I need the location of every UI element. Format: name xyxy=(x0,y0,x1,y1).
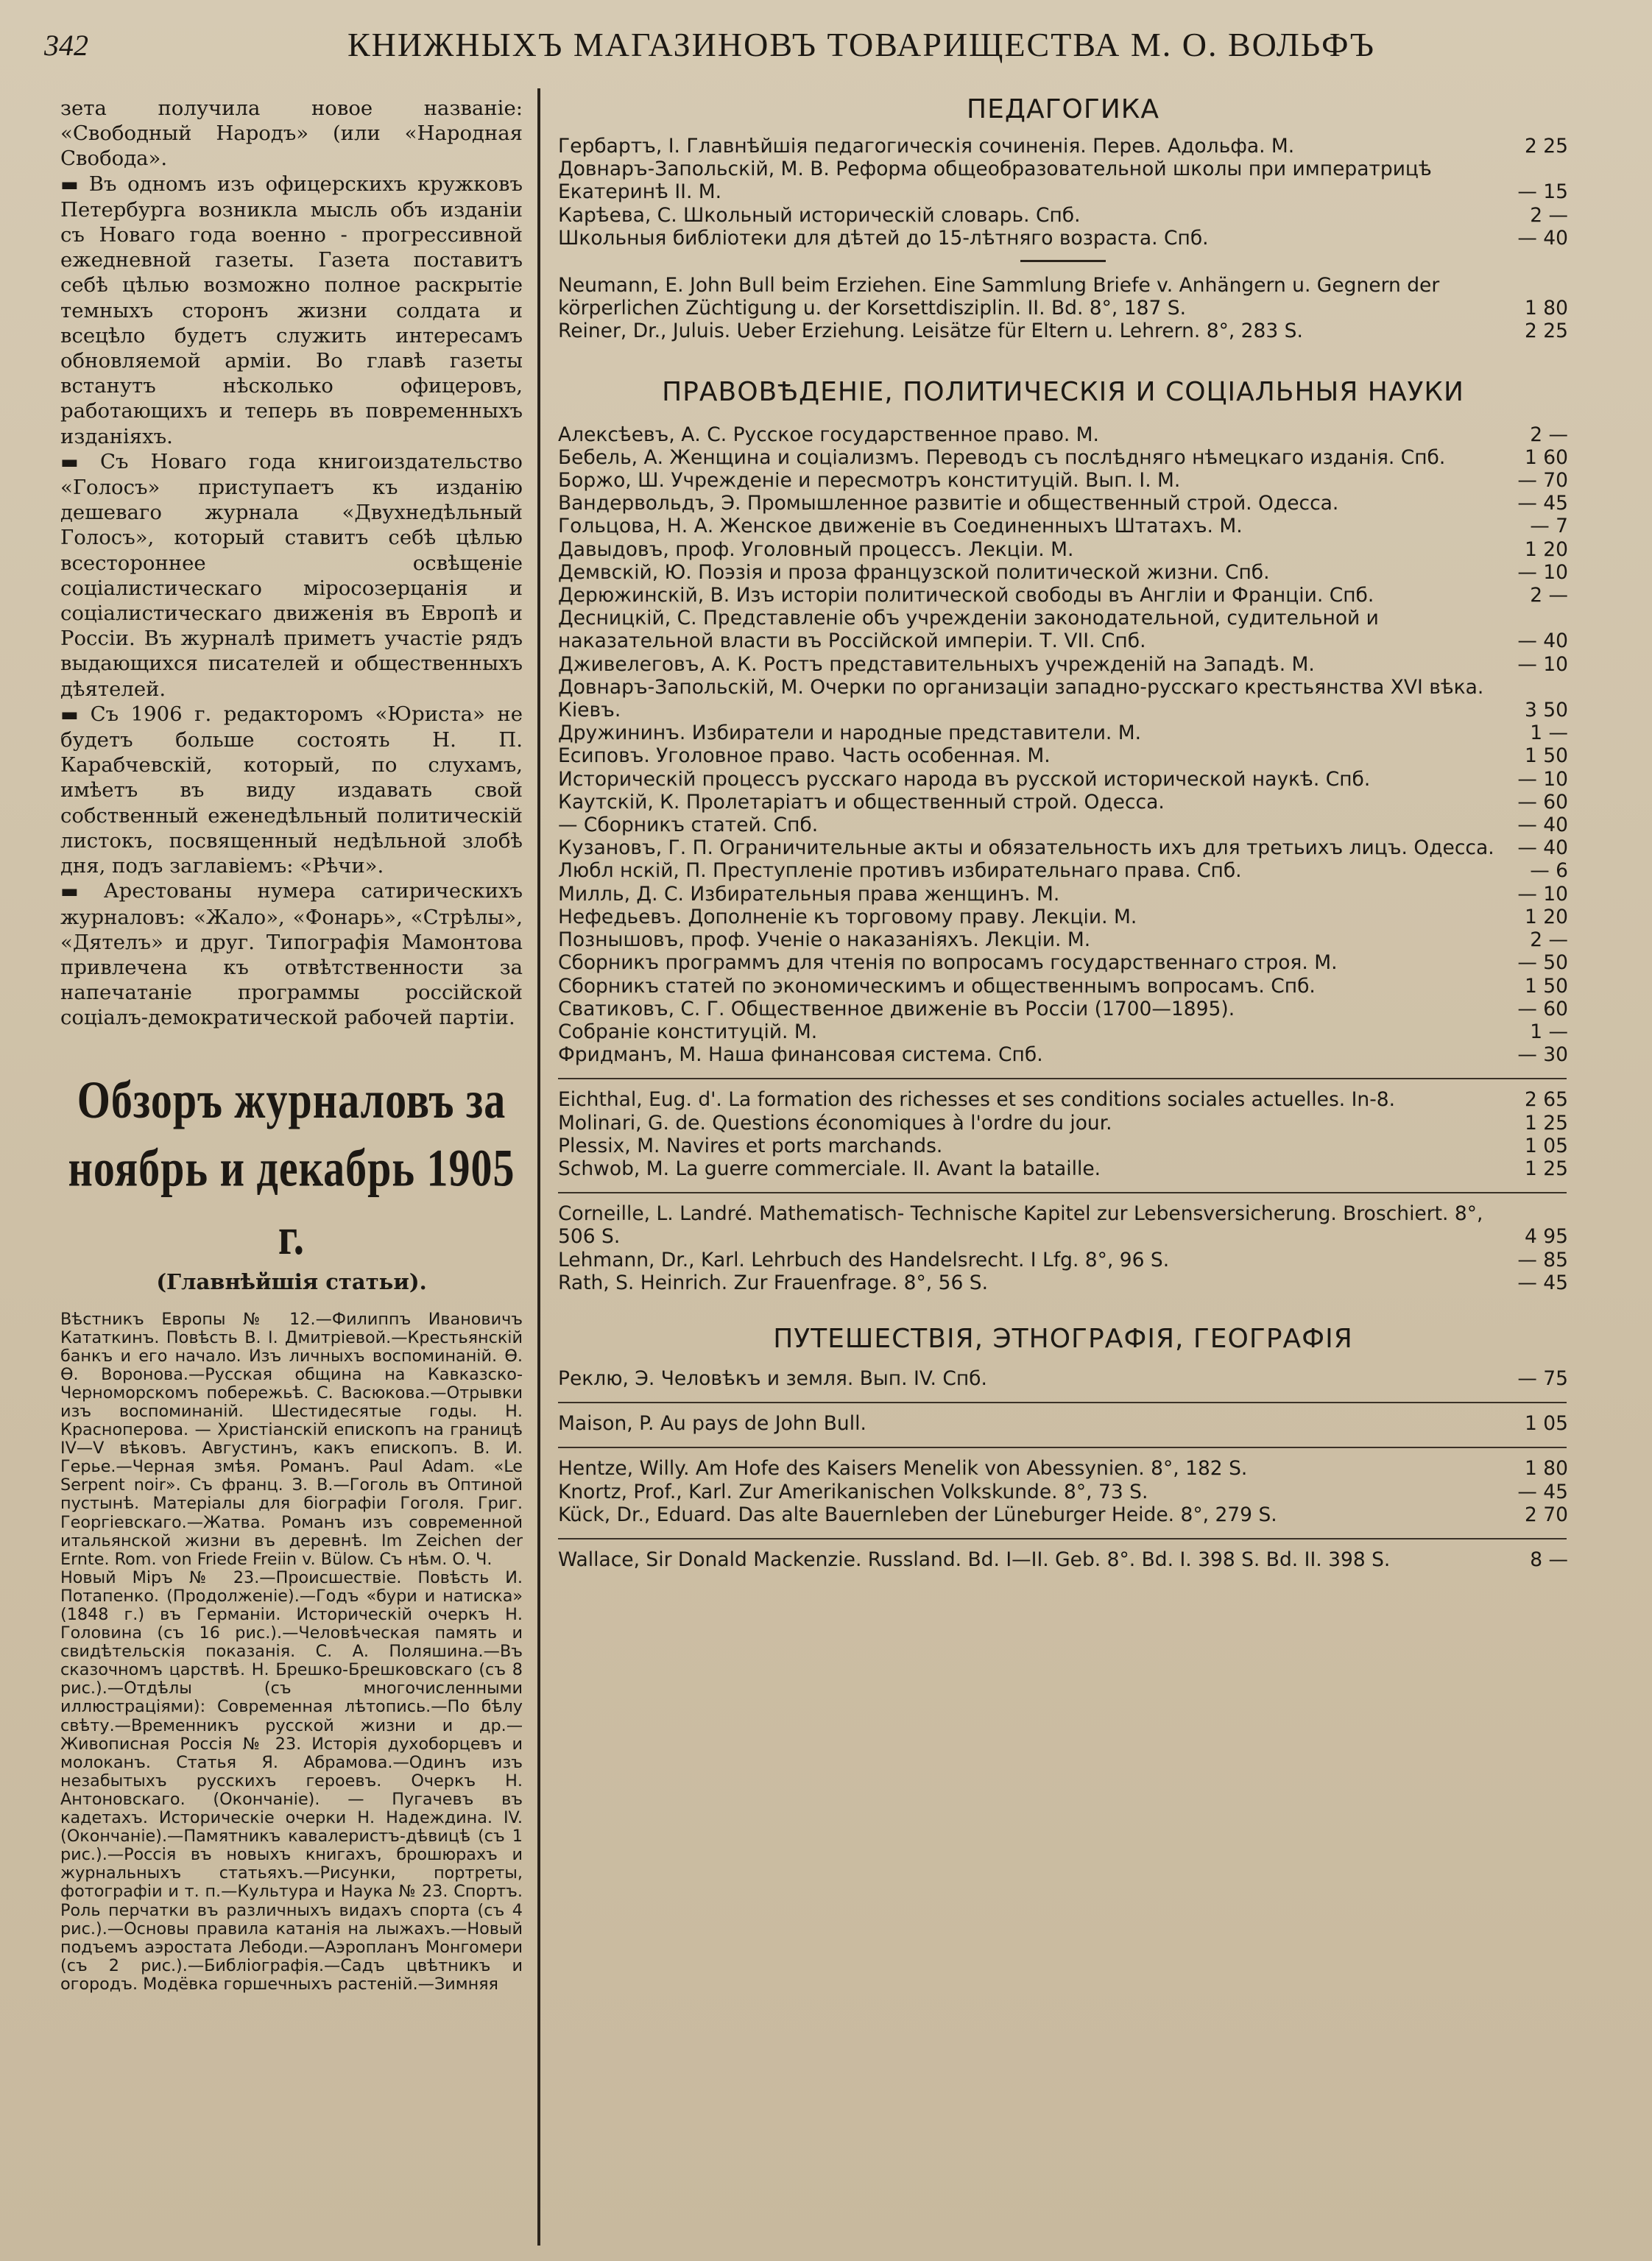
catalog-entry xyxy=(558,1457,1568,1480)
news-paragraph: ▬ Съ 1906 г. редакторомъ «Юриста» не будетъ больше состоять Н. П. Карабчевскій, который, по слухамъ, имѣетъ въ виду издавать свой собственный еженедѣльный политическій листокъ, посвященный недѣльной злобѣ дня, подъ заглавіемъ: «Рѣчи». xyxy=(60,702,523,878)
catalog-entry xyxy=(558,859,1568,882)
entry-text: Собраніе конституцій. М. xyxy=(558,1020,818,1043)
entry-text: — Сборникъ статей. Спб. xyxy=(558,814,819,837)
entry-text: Hentze, Willy. Am Hofe des Kaisers Menelik von Abessynien. 8°, 182 S. xyxy=(558,1457,1248,1481)
entry-text: Карѣева, С. Школьный историческій словарь. Спб. xyxy=(558,203,1081,227)
entry-text: Lehmann, Dr., Karl. Lehrbuch des Handelsrecht. I Lfg. 8°, 96 S. xyxy=(558,1248,1170,1271)
entry-text: Довнаръ-Запольскій, М. Очерки по организаціи западно-русскаго крестьянства XVI вѣка. Кіевъ. xyxy=(558,675,1484,722)
catalog-entry xyxy=(558,584,1568,607)
journal-review: Вѣстникъ Европы № 12.—Филиппъ Ивановичъ Кататкинъ. Повѣсть В. І. Дмитріевой.—Крестьянскій банкъ и его начало. Изъ личныхъ воспоминаній. Ө. Ө. Воронова.—Русская община на Кавказско-Черноморскомъ побережьѣ. С. Васюкова.—Отрывки изъ воспоминаній. Шестидесятые годы. Н. Красноперова. — Христіанскій епископъ на границѣ IV—V вѣковъ. Августинъ, какъ епископъ. В. И. Герье.—Черная змѣя. Романъ. Paul Adam. «Le Serpent noir». Съ франц. З. В.—Гоголь въ Оптиной пустынѣ. Матеріалы для біографіи Гоголя. Григ. Георгіевскаго.—Жатва. Романъ изъ современной итальянской жизни въ деревнѣ. Im Zeichen der Ernte. Rom. von Friede Freiin v. Bülow. Съ нѣм. О. Ч. xyxy=(60,1309,523,1569)
catalog-entry xyxy=(558,1202,1568,1248)
catalog-entry xyxy=(558,1043,1568,1066)
entry-text: Алексѣевъ, А. С. Русское государственное право. М. xyxy=(558,423,1099,446)
entry-text: Сборникъ программъ для чтенія по вопросамъ государственнаго строя. М. xyxy=(558,951,1338,975)
catalog-entry xyxy=(558,1157,1568,1180)
entry-price: 1 80 xyxy=(1524,297,1568,320)
entry-text: Нефедьевъ. Дополненіе къ торговому праву. Лекціи. М. xyxy=(558,905,1137,928)
entry-text: Есиповъ. Уголовное право. Часть особенная. М. xyxy=(558,744,1051,768)
entry-text: Кузановъ, Г. П. Ограничительные акты и обязательность ихъ для третьихъ лицъ. Одесса. xyxy=(558,836,1494,860)
entry-price: — 45 xyxy=(1517,492,1568,515)
catalog-entry xyxy=(558,1135,1568,1157)
group-separator xyxy=(1020,260,1106,262)
entry-price: — 10 xyxy=(1517,767,1568,791)
catalog-entry xyxy=(558,791,1568,814)
entry-text: Гербартъ, І. Главнѣйшія педагогическія сочиненія. Перев. Адольфа. М. xyxy=(558,135,1295,158)
entry-text: Kück, Dr., Eduard. Das alte Bauernleben der Lüneburger Heide. 8°, 279 S. xyxy=(558,1503,1277,1526)
catalog-entry xyxy=(558,204,1568,227)
catalog-entry xyxy=(558,1412,1568,1435)
catalog-entry xyxy=(558,1249,1568,1271)
entry-price: 2 — xyxy=(1530,928,1568,952)
catalog-entry xyxy=(558,928,1568,951)
column-rule xyxy=(537,88,540,2246)
entry-text: Фридманъ, М. Наша финансовая система. Спб. xyxy=(558,1043,1043,1067)
entry-price: — 15 xyxy=(1517,180,1568,204)
entry-price: 1 25 xyxy=(1524,1157,1568,1180)
entry-price: — 10 xyxy=(1517,882,1568,906)
page-header xyxy=(44,22,1620,66)
entry-price: — 50 xyxy=(1517,951,1568,975)
catalog-entry xyxy=(558,814,1568,836)
entry-text: Neumann, E. John Bull beim Erziehen. Eine Sammlung Briefe v. Anhängern u. Gegnern der körperlichen Züchtigung u. der Korsettdisziplin. II. Bd. 8°, 187 S. xyxy=(558,274,1440,320)
entry-text: Сборникъ статей по экономическимъ и общественнымъ вопросамъ. Спб. xyxy=(558,974,1316,998)
entry-text: Plessix, M. Navires et ports marchands. xyxy=(558,1134,943,1157)
entry-price: — 40 xyxy=(1517,226,1568,250)
entry-price: — 45 xyxy=(1517,1271,1568,1294)
entry-text: Довнаръ-Запольскій, М. В. Реформа общеобразовательной школы при императрицѣ Екатеринѣ II. М. xyxy=(558,158,1432,204)
entry-price: — 85 xyxy=(1517,1248,1568,1271)
catalog-entry xyxy=(558,320,1568,342)
entry-text: Познышовъ, проф. Ученіе о наказаніяхъ. Лекціи. М. xyxy=(558,928,1091,952)
entry-text: Maison, P. Au pays de John Bull. xyxy=(558,1412,866,1436)
entry-price: — 60 xyxy=(1517,997,1568,1020)
bullet-icon: ▬ xyxy=(60,451,100,473)
entry-price: 1 60 xyxy=(1524,445,1568,469)
entry-text: Историческій процессъ русскаго народа въ русской исторической наукѣ. Спб. xyxy=(558,767,1371,791)
catalog-entry xyxy=(558,676,1568,722)
entry-price: — 10 xyxy=(1517,652,1568,676)
entry-price: — 40 xyxy=(1517,814,1568,837)
entry-price: 2 — xyxy=(1530,203,1568,227)
bullet-icon: ▬ xyxy=(60,703,91,726)
entry-text: Molinari, G. de. Questions économiques à l'ordre du jour. xyxy=(558,1111,1112,1135)
news-paragraph: ▬ Арестованы нумера сатирическихъ журналовъ: «Жало», «Фонарь», «Стрѣлы», «Дятелъ» и друг. Типографія Мамонтова привлечена къ отвѣтственности за напечатаніе программы россійской соціалъ-демократической рабочей партіи. xyxy=(60,879,523,1030)
catalog-entry xyxy=(558,906,1568,928)
entry-price: 1 50 xyxy=(1524,744,1568,768)
entry-text: Сватиковъ, С. Г. Общественное движеніе въ Россіи (1700—1895). xyxy=(558,997,1235,1020)
running-head: КНИЖНЫХЪ МАГАЗИНОВЪ ТОВАРИЩЕСТВА М. О. ВОЛЬФЪ xyxy=(347,26,1376,63)
catalog-entry xyxy=(558,274,1568,320)
entry-text: Боржо, Ш. Учрежденіе и пересмотръ конституцій. Вып. I. М. xyxy=(558,469,1181,493)
catalog-entry xyxy=(558,998,1568,1020)
entry-price: 1 25 xyxy=(1524,1111,1568,1135)
review-title: Обзоръ журналовъ за ноябрь и декабрь 1905 г. xyxy=(68,1069,515,1266)
catalog-entry xyxy=(558,1112,1568,1135)
catalog-entry xyxy=(558,883,1568,906)
news-paragraph: ▬ Въ одномъ изъ офицерскихъ кружковъ Петербурга возникла мысль объ изданіи съ Новаго года военно - прогрессивной ежедневной газеты. Газета поставитъ себѣ цѣлью возможно полное раскрытіе темныхъ сторонъ жизни солдата и всецѣло будетъ служить интересамъ обновляемой арміи. Во главѣ газеты встанутъ нѣсколько офицеровъ, работающихъ и теперь въ повременныхъ изданіяхъ. xyxy=(60,172,523,448)
catalog-entry xyxy=(558,1548,1568,1571)
entry-text: Каутскій, К. Пролетаріатъ и общественный строй. Одесса. xyxy=(558,790,1165,814)
group-separator xyxy=(558,1538,1567,1539)
entry-price: 1 — xyxy=(1530,1020,1568,1043)
entry-price: — 40 xyxy=(1517,836,1568,860)
entry-text: Школьныя библіотеки для дѣтей до 15-лѣтняго возраста. Спб. xyxy=(558,226,1209,250)
entry-price: 1 20 xyxy=(1524,905,1568,928)
entry-price: 1 — xyxy=(1530,722,1568,745)
catalog-entry xyxy=(558,1271,1568,1294)
entry-text: Eichthal, Eug. d'. La formation des richesses et ses conditions sociales actuelles. In-8. xyxy=(558,1088,1396,1112)
catalog-entry xyxy=(558,1020,1568,1043)
entry-price: — 6 xyxy=(1530,859,1568,883)
catalog-entry xyxy=(558,492,1568,515)
left-column xyxy=(60,96,523,1994)
entry-text: Демвскій, Ю. Поэзія и проза французской политической жизни. Спб. xyxy=(558,560,1270,584)
entry-price: 1 05 xyxy=(1524,1412,1568,1436)
entry-price: 4 95 xyxy=(1524,1225,1568,1249)
entry-text: Rath, S. Heinrich. Zur Frauenfrage. 8°, 56 S. xyxy=(558,1271,989,1294)
entry-price: — 70 xyxy=(1517,469,1568,493)
entry-price: 1 20 xyxy=(1524,537,1568,561)
right-column xyxy=(558,94,1568,1571)
news-paragraph: ▬ Съ Новаго года книгоиздательство «Голосъ» приступаетъ къ изданію дешеваго журнала «Двухнедѣльный Голосъ», который ставитъ себѣ цѣлью всестороннее освѣщеніе соціалистическаго міросозерцанія и соціалистическаго движенія въ Европѣ и Россіи. Въ журналѣ приметъ участіе рядъ выдающихся писателей и общественныхъ дѣятелей. xyxy=(60,449,523,701)
group-separator xyxy=(558,1192,1567,1193)
entry-price: 2 — xyxy=(1530,423,1568,446)
catalog-entry xyxy=(558,1503,1568,1526)
entry-price: — 30 xyxy=(1517,1043,1568,1067)
catalog-entry xyxy=(558,515,1568,537)
group-separator xyxy=(558,1447,1567,1448)
news-paragraph: зета получила новое названіе: «Свободный Народъ» (или «Народная Свобода». xyxy=(60,96,523,171)
entry-price: 2 25 xyxy=(1524,320,1568,343)
entry-text: Десницкій, С. Представленіе объ учрежденіи законодательной, судительной и наказательной власти въ Россійской имперіи. Т. VII. Спб. xyxy=(558,607,1379,653)
catalog-entry xyxy=(558,135,1568,158)
catalog-entry xyxy=(558,722,1568,744)
catalog-entry xyxy=(558,538,1568,561)
entry-text: Давыдовъ, проф. Уголовный процессъ. Лекціи. М. xyxy=(558,537,1074,561)
entry-price: — 7 xyxy=(1530,515,1568,538)
entry-text: Дружининъ. Избиратели и народные представители. М. xyxy=(558,722,1142,745)
bullet-icon: ▬ xyxy=(60,173,89,196)
journal-review: Новый Міръ № 23.—Происшествіе. Повѣсть И. Потапенко. (Продолженіе).—Годъ «бури и натиска» (1848 г.) въ Германіи. Историческій очеркъ Н. Головина (съ 16 рис.).—Человѣческая память и свидѣтельскія показанія. С. А. Поляшина.—Въ сказочномъ царствѣ. Н. Брешко-Брешковскаго (съ 8 рис.).—Отдѣлы (съ многочисленными иллюстраціями): Современная лѣтопись.—По бѣлу свѣту.—Временникъ русской жизни и др.—Живописная Россія № 23. Исторія духоборцевъ и молоканъ. Статья Я. Абрамова.—Одинъ изъ незабытыхъ русскихъ героевъ. Очеркъ Н. Антоновскаго. (Окончаніе). — Пугачевъ въ кадетахъ. Историческіе очерки Н. Надеждина. IV. (Окончаніе).—Памятникъ кавалеристъ-дѣвицѣ (съ 1 рис.).—Россія въ новыхъ книгахъ, брошюрахъ и журнальныхъ статьяхъ.—Рисунки, портреты, фотографіи и т. п.—Культура и Наука № 23. Спортъ. Роль перчатки въ различныхъ видахъ спорта (съ 4 рис.).—Основы правила катанія на лыжахъ.—Новый подъемъ аэростата Лебоди.—Аэропланъ Монгомери (съ 2 рис.).—Библіографія.—Садъ цвѣтникъ и огородъ. Модёвка горшечныхъ растеній.—Зимняя xyxy=(60,1567,523,1994)
group-separator xyxy=(558,1078,1567,1079)
page-number: 342 xyxy=(44,29,88,62)
entry-price: 1 80 xyxy=(1524,1457,1568,1481)
catalog-entry xyxy=(558,975,1568,998)
catalog-entry xyxy=(558,1088,1568,1111)
entry-text: Любл нскій, П. Преступленіе противъ избирательнаго права. Спб. xyxy=(558,859,1242,883)
entry-price: — 10 xyxy=(1517,560,1568,584)
entry-text: Wallace, Sir Donald Mackenzie. Russland. Bd. I—II. Geb. 8°. Bd. I. 398 S. Bd. II. 398 S. xyxy=(558,1548,1391,1571)
entry-price: — 60 xyxy=(1517,790,1568,814)
entry-price: 1 50 xyxy=(1524,974,1568,998)
entry-text: Reiner, Dr., Juluis. Ueber Erziehung. Leisätze für Eltern u. Lehrern. 8°, 283 S. xyxy=(558,320,1303,343)
catalog-entry xyxy=(558,768,1568,791)
entry-price: 1 05 xyxy=(1524,1134,1568,1157)
entry-price: 2 70 xyxy=(1524,1503,1568,1526)
section-heading: ПРАВОВѢДЕНІЕ, ПОЛИТИЧЕСКІЯ И СОЦІАЛЬНЫЯ НАУКИ xyxy=(662,376,1464,407)
catalog-entry xyxy=(558,653,1568,676)
entry-price: 8 — xyxy=(1530,1548,1568,1571)
entry-text: Реклю, Э. Человѣкъ и земля. Вып. IV. Спб. xyxy=(558,1366,987,1390)
review-subtitle: (Главнѣйшія статьи). xyxy=(156,1269,427,1294)
entry-text: Corneille, L. Landré. Mathematisch- Technische Kapitel zur Lebensversicherung. Broschiert. 8°, 506 S. xyxy=(558,1202,1483,1249)
entry-text: Милль, Д. С. Избирательныя права женщинъ. М. xyxy=(558,882,1060,906)
entry-price: — 75 xyxy=(1517,1366,1568,1390)
catalog-entry xyxy=(558,744,1568,767)
catalog-entry xyxy=(558,951,1568,974)
entry-price: — 40 xyxy=(1517,629,1568,653)
group-separator xyxy=(558,1402,1567,1403)
entry-price: 2 65 xyxy=(1524,1088,1568,1112)
catalog-entry xyxy=(558,1367,1568,1390)
entry-price: 3 50 xyxy=(1524,699,1568,722)
entry-price: 2 — xyxy=(1530,584,1568,607)
catalog-entry xyxy=(558,469,1568,492)
catalog-entry xyxy=(558,423,1568,446)
catalog-entry xyxy=(558,607,1568,652)
entry-text: Дерюжинскій, В. Изъ исторіи политической свободы въ Англіи и Франціи. Спб. xyxy=(558,584,1374,607)
section-heading: ПУТЕШЕСТВІЯ, ЭТНОГРАФІЯ, ГЕОГРАФІЯ xyxy=(773,1323,1353,1354)
catalog-entry xyxy=(558,836,1568,859)
section-heading: ПЕДАГОГИКА xyxy=(967,94,1159,124)
entry-price: — 45 xyxy=(1517,1480,1568,1503)
entry-text: Knortz, Prof., Karl. Zur Amerikanischen Volkskunde. 8°, 73 S. xyxy=(558,1480,1148,1503)
entry-price: 2 25 xyxy=(1524,135,1568,158)
catalog-entry xyxy=(558,561,1568,584)
entry-text: Вандервольдъ, Э. Промышленное развитіе и общественный строй. Одесса. xyxy=(558,492,1339,515)
catalog-entry xyxy=(558,446,1568,469)
entry-text: Schwob, M. La guerre commerciale. II. Avant la bataille. xyxy=(558,1157,1101,1180)
entry-text: Гольцова, Н. А. Женское движеніе въ Соединенныхъ Штатахъ. М. xyxy=(558,515,1243,538)
catalog-entry xyxy=(558,1481,1568,1503)
entry-text: Дживелеговъ, А. К. Ростъ представительныхъ учрежденій на Западѣ. М. xyxy=(558,652,1315,676)
catalog-entry xyxy=(558,158,1568,203)
catalog-entry xyxy=(558,227,1568,250)
entry-text: Бебель, А. Женщина и соціализмъ. Переводъ съ послѣдняго нѣмецкаго изданія. Спб. xyxy=(558,445,1446,469)
bullet-icon: ▬ xyxy=(60,881,104,903)
